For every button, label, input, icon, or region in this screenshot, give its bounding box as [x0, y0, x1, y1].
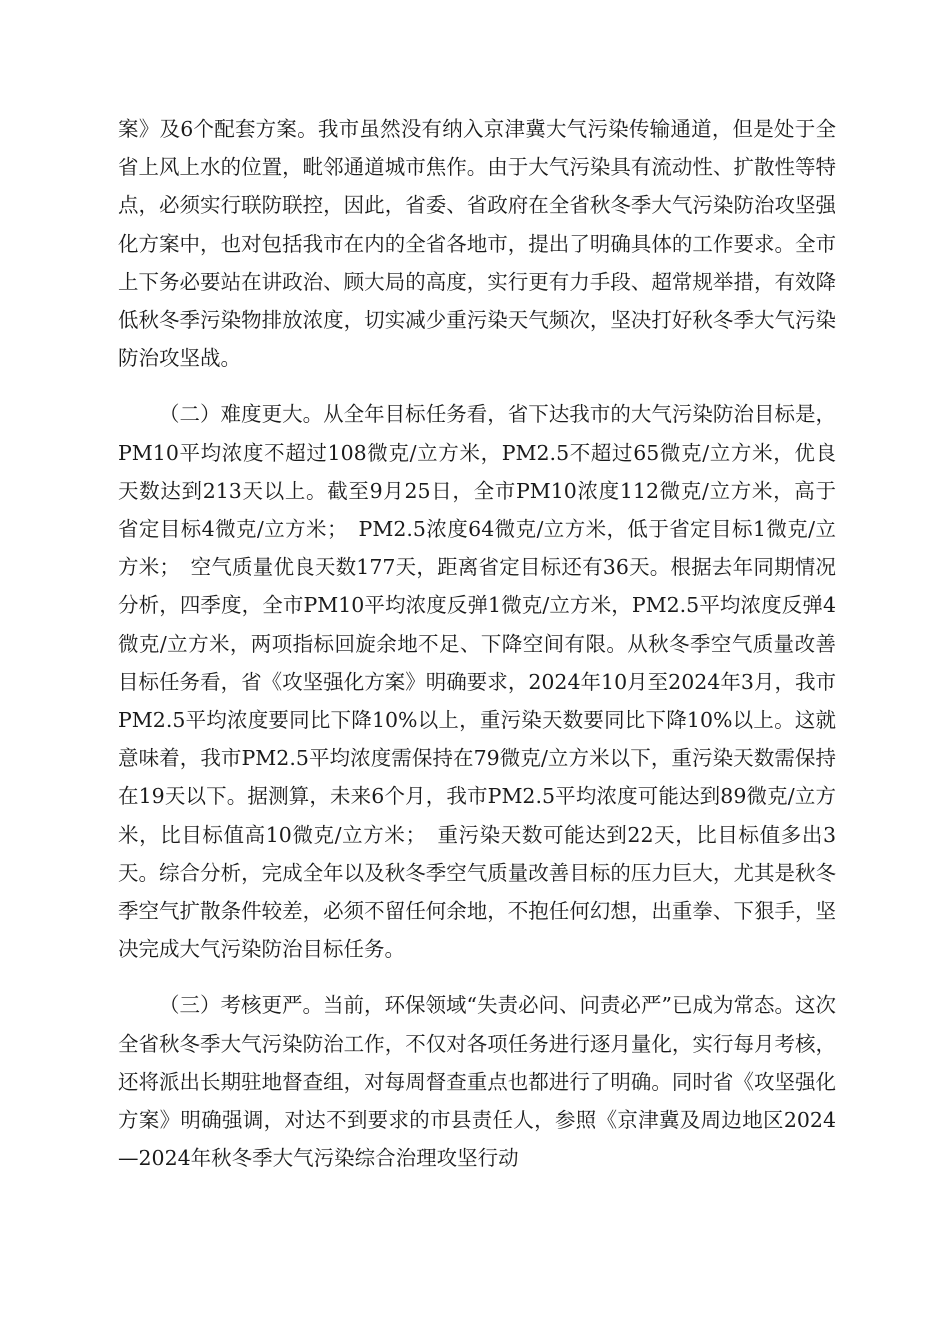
paragraph-spacer [118, 377, 836, 395]
paragraph-continuation: 案》及6个配套方案。我市虽然没有纳入京津冀大气污染传输通道，但是处于全省上风上水的位置，毗邻通道城市焦作。由于大气污染具有流动性、扩散性等特点，必须实行联防联控，因此，省委、省政府在全省秋冬季大气污染防治攻坚强化方案中，也对包括我市在内的全省各地市，提出了明确具体的工作要求。全市上下务必要站在讲政治、顾大局的高度，实行更有力手段、超常规举措，有效降低秋冬季污染物排放浓度，切实减少重污染天气频次，坚决打好秋冬季大气污染防治攻坚战。 [118, 117, 836, 371]
paragraph-difficulty: （二）难度更大。从全年目标任务看，省下达我市的大气污染防治目标是，PM10平均浓度不超过108微克/立方米，PM2.5不超过65微克/立方米，优良天数达到213天以上。截至9月25日，全市PM10浓度112微克/立方米，高于省定目标4微克/立方米； PM2.5浓度64微克/立方米，低于省定目标1微克/立方米； 空气质量优良天数177天，距离省定目标还有36天。根据去年同期情况分析，四季度，全市PM10平均浓度反弹1微克/立方米，PM2.5平均浓度反弹4微克/立方米，两项指标回旋余地不足、下降空间有限。从秋冬季空气质量改善目标任务看，省《攻坚强化方案》明确要求，2024年10月至2024年3月，我市PM2.5平均浓度要同比下降10%以上，重污染天数要同比下降10%以上。这就意味着，我市PM2.5平均浓度需保持在79微克/立方米以下，重污染天数需保持在19天以下。据测算，未来6个月，我市PM2.5平均浓度可能达到89微克/立方米，比目标值高10微克/立方米； 重污染天数可能达到22天，比目标值多出3天。综合分析，完成全年以及秋冬季空气质量改善目标的压力巨大，尤其是秋冬季空气扩散条件较差，必须不留任何余地，不抱任何幻想，出重拳、下狠手，坚决完成大气污染防治目标任务。 [118, 402, 836, 962]
paragraph-assessment: （三）考核更严。当前，环保领域“失责必问、问责必严”已成为常态。这次全省秋冬季大气污染防治工作，不仅对各项任务进行逐月量化，实行每月考核，还将派出长期驻地督查组，对每周督查重点也都进行了明确。同时省《攻坚强化方案》明确强调，对达不到要求的市县责任人，参照《京津冀及周边地区2024—2024年秋冬季大气污染综合治理攻坚行动 [118, 993, 836, 1171]
paragraph-spacer [118, 968, 836, 986]
document-body [118, 110, 836, 1177]
